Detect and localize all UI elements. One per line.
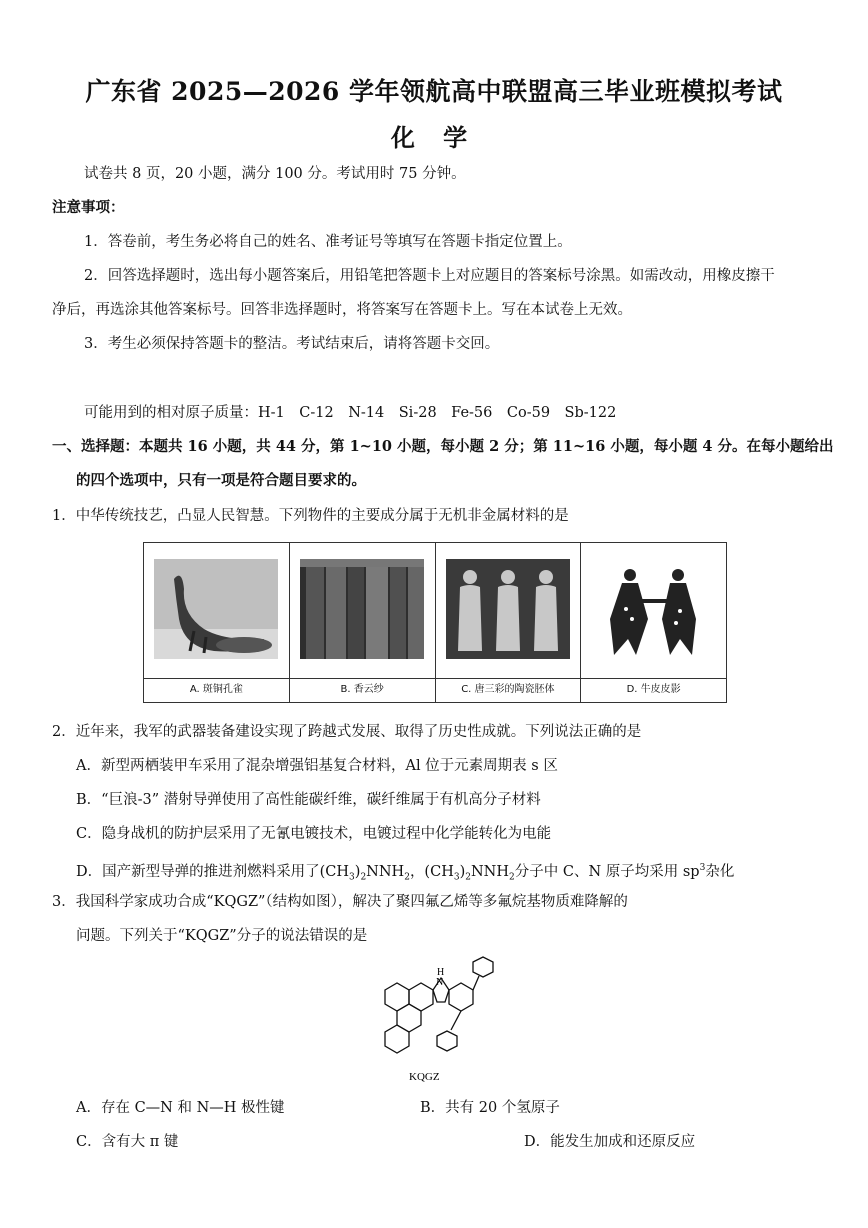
q2-d-part8: 杂化	[705, 863, 735, 880]
q2-d-sub2b: 2	[404, 872, 410, 883]
intro-text: 试卷共 8 页，20 小题，满分 100 分。考试用时 75 分钟。	[84, 166, 466, 182]
peacock-image	[154, 559, 278, 659]
q2-d-part6: NNH	[470, 863, 510, 880]
notice-item-3: 3．考生必须保持答题卡的整洁。考试结束后，请将答题卡交回。	[84, 336, 500, 352]
q1-option-b-cell	[289, 543, 435, 703]
q2-d-part2: )	[354, 863, 361, 880]
q1-caption-a: A. 斑铜孔雀	[144, 678, 289, 701]
q3-option-d: D．能发生加成和还原反应	[524, 1134, 696, 1150]
q2-option-c: C．隐身战机的防护层采用了无氰电镀技术，电镀过程中化学能转化为电能	[76, 826, 552, 842]
q1-caption-b: B. 香云纱	[290, 678, 435, 701]
q3-option-c: C．含有大 π 键	[76, 1134, 179, 1150]
q2-d-part4: ，(CH	[409, 863, 454, 880]
q1-option-a-cell	[144, 543, 290, 703]
q2-option-a: A．新型两栖装甲车采用了混杂增强铝基复合材料，Al 位于元素周期表 s 区	[76, 758, 558, 774]
q2-option-d	[76, 858, 734, 888]
q2-d-sub3a: 3	[349, 872, 355, 883]
q2-option-b: B．“巨浪-3” 潜射导弹使用了高性能碳纤维，碳纤维属于有机高分子材料	[76, 792, 541, 808]
q3-option-b: B．共有 20 个氢原子	[420, 1100, 560, 1116]
q3-stem-2: 问题。下列关于“KQGZ”分子的说法错误的是	[76, 928, 368, 944]
q2-stem: 2．近年来，我军的武器装备建设实现了跨越式发展、取得了历史性成就。下列说法正确的是	[52, 724, 642, 740]
q1-stem: 1．中华传统技艺，凸显人民智慧。下列物件的主要成分属于无机非金属材料的是	[52, 508, 569, 524]
q1-caption-d: D. 牛皮皮影	[581, 678, 726, 701]
q2-d-part1: D．国产新型导弹的推进剂燃料采用了(CH	[76, 863, 350, 880]
subject-title: 化 学	[390, 123, 478, 152]
section1-line1: 一、选择题：本题共 16 小题，共 44 分，第 1~10 小题，每小题 2 分；第 11~16 小题，每小题 4 分。在每小题给出	[52, 438, 834, 455]
notice-item-1: 1．答卷前，考生务必将自己的姓名、准考证号等填写在答题卡指定位置上。	[84, 234, 572, 250]
q3-option-a: A．存在 C—N 和 N—H 极性键	[76, 1100, 285, 1116]
kqgz-h-atom: H	[437, 967, 445, 978]
atomic-masses: 可能用到的相对原子质量：H-1 C-12 N-14 Si-28 Fe-56 Co-59 Sb-122	[84, 405, 617, 421]
q2-d-part3: NNH	[366, 863, 405, 880]
section1-line2: 的四个选项中，只有一项是符合题目要求的。	[76, 472, 366, 489]
q1-option-d-cell	[581, 543, 727, 703]
q2-d-sup3: 3	[699, 863, 706, 873]
q2-d-part7: 分子中 C、N 原子均采用 sp	[514, 863, 700, 880]
tang-sancai-figures-image	[446, 559, 570, 659]
kqgz-label: KQGZ	[409, 1071, 440, 1083]
notice-item-2b: 净后，再选涂其他答案标号。回答非选择题时，将答案写在答题卡上。写在本试卷上无效。	[52, 302, 632, 318]
exam-title: 广东省 2025—2026 学年领航高中联盟高三毕业班模拟考试	[85, 77, 783, 106]
shadow-puppet-image	[592, 559, 716, 659]
q2-d-sub3b: 3	[453, 872, 460, 883]
notice-heading: 注意事项：	[52, 199, 125, 216]
q1-option-c-cell	[435, 543, 581, 703]
kqgz-structure-diagram	[375, 956, 505, 1086]
notice-item-2a: 2．回答选择题时，选出每小题答案后，用铅笔把答题卡上对应题目的答案标号涂黑。如需改动，用橡皮擦干	[84, 268, 775, 284]
kqgz-n-atom: N	[436, 977, 444, 988]
q1-caption-c: C. 唐三彩的陶瓷胚体	[436, 678, 581, 701]
q2-d-sub2a: 2	[360, 872, 367, 883]
q3-stem-1: 3．我国科学家成功合成“KQGZ”（结构如图），解决了聚四氟乙烯等多氟烷基物质难降解的	[52, 894, 628, 910]
q2-d-sub2d: 2	[509, 872, 515, 883]
q1-image-table	[143, 542, 727, 703]
q2-d-part5: )	[459, 863, 466, 880]
q2-d-sub2c: 2	[465, 872, 471, 883]
silk-clothes-image	[300, 559, 424, 659]
